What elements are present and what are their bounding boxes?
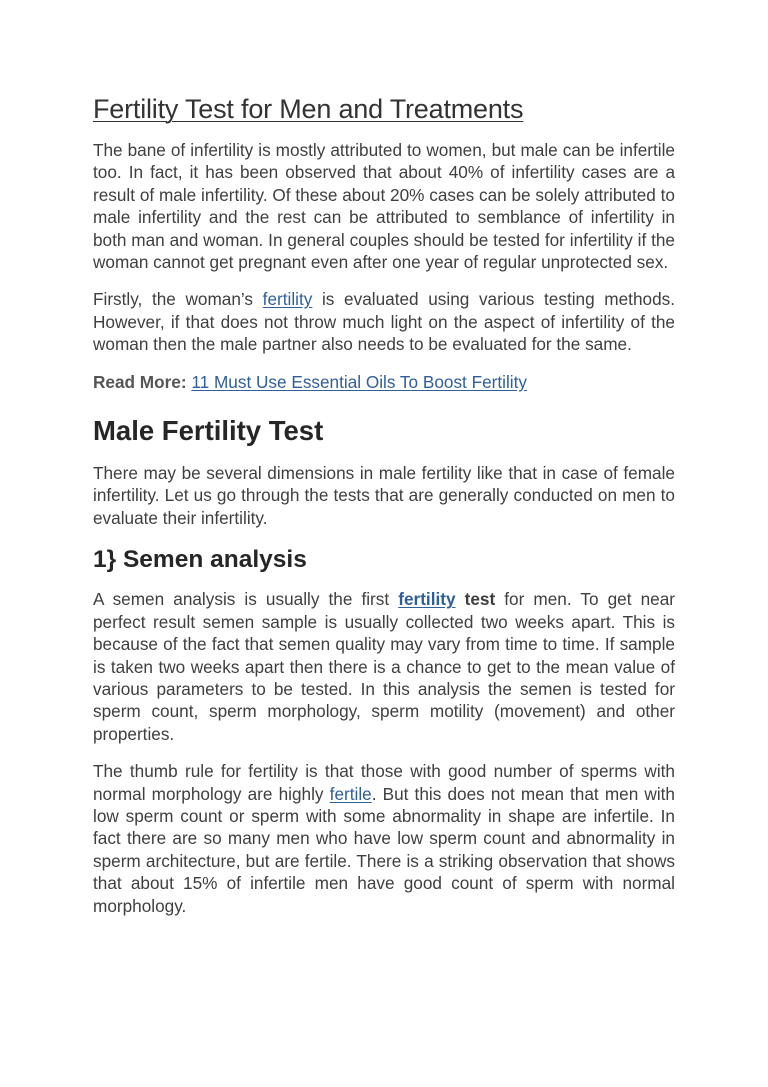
fertile-link[interactable]: fertile [329,783,372,804]
semen-analysis-p1-after: for men. To get near perfect result semen sample is usually collected two weeks apart. This is because of the fact that semen quality may vary from time to time. If sample is taken two weeks apart then there is a chance to get to the mean value of various parameters to be tested. In this analysis the semen is tested for sperm count, sperm morphology, sperm motility (movement) and other properties. [93,589,675,744]
read-more-label: Read More: [93,371,187,392]
fertility-test-link[interactable]: fertility [398,589,456,610]
semen-analysis-p1-before: A semen analysis is usually the first [93,589,399,610]
fertility-link[interactable]: fertility [262,289,313,310]
document-page [93,92,675,932]
semen-analysis-paragraph-2 [93,760,675,917]
page-title: Fertility Test for Men and Treatments [93,94,524,124]
read-more-link[interactable]: 11 Must Use Essential Oils To Boost Fertility [191,371,527,392]
semen-analysis-paragraph-1 [93,588,675,745]
semen-analysis-p2-before: The thumb rule for fertility is that those with good number of sperms with normal morphology are highly [93,761,675,804]
semen-analysis-heading: 1} Semen analysis [93,546,307,574]
test-bold-text: test [464,589,496,610]
male-fertility-test-paragraph: There may be several dimensions in male fertility like that in case of female infertility. Let us go through the tests that are generally conducted on men to evaluate their infertility. [93,463,675,528]
intro-paragraph-2 [93,288,675,355]
male-fertility-test-heading: Male Fertility Test [93,415,324,447]
intro-paragraph-2-text-after: is evaluated using various testing methods. However, if that does not throw much light on the aspect of infertility of the woman then the male partner also needs to be evaluated for the same. [93,289,675,355]
read-more [93,371,675,393]
intro-paragraph-2-text-before: Firstly, the woman’s [93,289,263,310]
semen-analysis-p2-after: . But this does not mean that men with low sperm count or sperm with some abnormality in shape are infertile. In fact there are so many men who have low sperm count and abnormality in sperm architecture, but are fertile. There is a striking observation that shows that about 15% of infertile men have good count of sperm with normal morphology. [93,783,675,916]
intro-paragraph-1: The bane of infertility is mostly attributed to women, but male can be infertile too. In fact, it has been observed that about 40% of infertility cases are a result of male infertility. Of these about 20% cases can be solely attributed to male infertility and the rest can be attributed to semblance of infertility in both man and woman. In general couples should be tested for infertility if the woman cannot get pregnant even after one year of regular unprotected sex. [93,140,675,273]
